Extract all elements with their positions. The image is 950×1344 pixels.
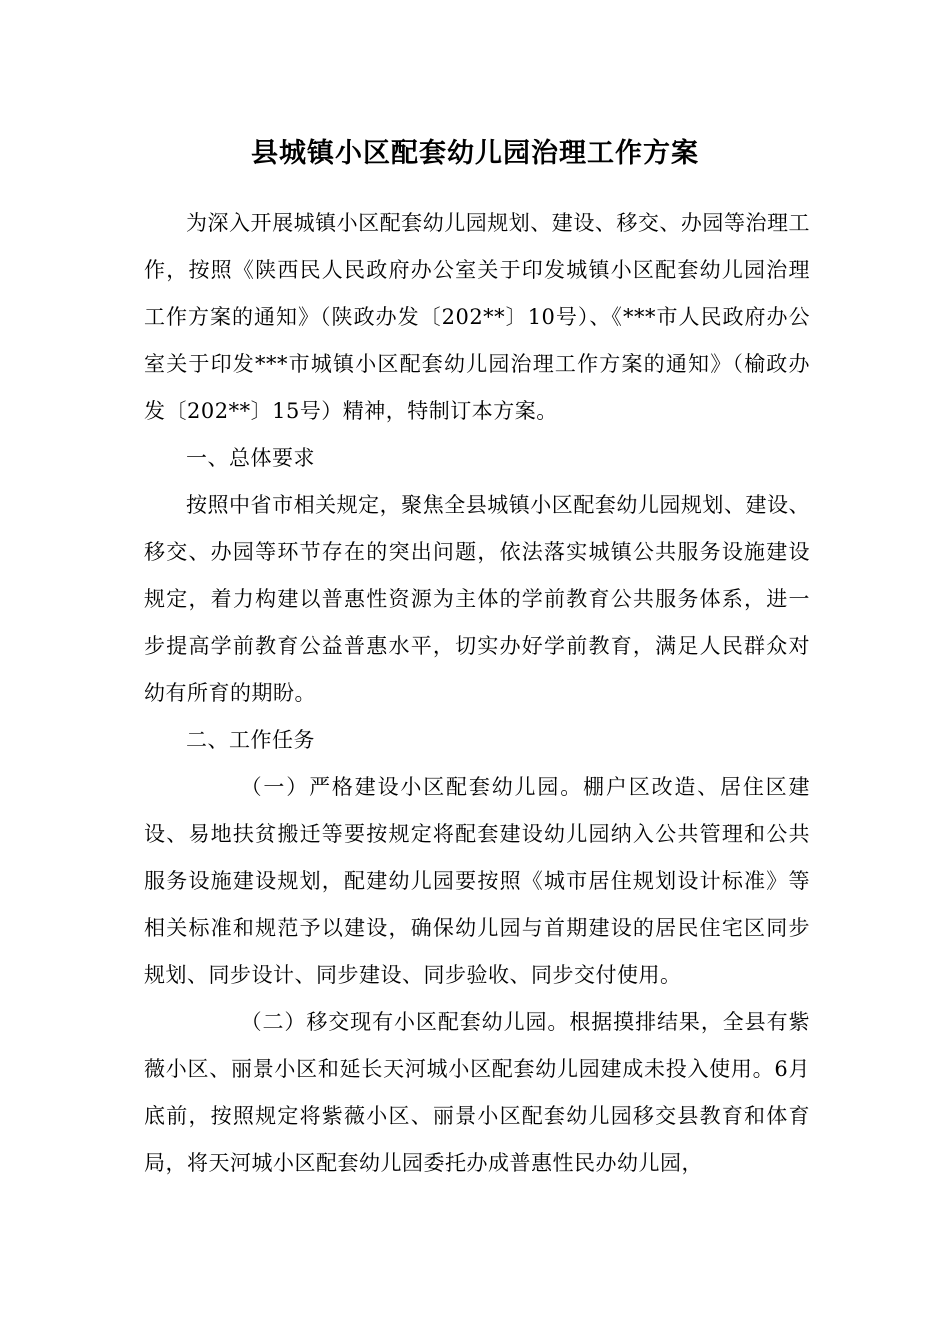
intro-paragraph: 为深入开展城镇小区配套幼儿园规划、建设、移交、办园等治理工作，按照《陕西民人民政府办公室关于印发城镇小区配套幼儿园治理工作方案的通知》（陕政办发〔202**〕10号）、《***市人民政府办公室关于印发***市城镇小区配套幼儿园治理工作方案的通知》（榆政办发〔202**〕15号）精神，特制订本方案。 [144,211,810,423]
general-requirements-paragraph: 按照中省市相关规定，聚焦全县城镇小区配套幼儿园规划、建设、移交、办园等环节存在的突出问题，依法落实城镇公共服务设施建设规定，着力构建以普惠性资源为主体的学前教育公共服务体系，进一步提高学前教育公益普惠水平，切实办好学前教育，满足人民群众对幼有所育的期盼。 [144,493,810,705]
document-title: 县城镇小区配套幼儿园治理工作方案 [251,138,699,169]
task-item-2-paragraph: （二）移交现有小区配套幼儿园。根据摸排结果，全县有紫薇小区、丽景小区和延长天河城小区配套幼儿园建成未投入使用。6月底前，按照规定将紫薇小区、丽景小区配套幼儿园移交县教育和体育局，将天河城小区配套幼儿园委托办成普惠性民办幼儿园， [144,1010,810,1175]
task-item-1-paragraph: （一）严格建设小区配套幼儿园。棚户区改造、居住区建设、易地扶贫搬迁等要按规定将配套建设幼儿园纳入公共管理和公共服务设施建设规划，配建幼儿园要按照《城市居住规划设计标准》等相关标准和规范予以建设，确保幼儿园与首期建设的居民住宅区同步规划、同步设计、同步建设、同步验收、同步交付使用。 [144,775,810,987]
section-heading-work-tasks: 二、工作任务 [186,728,315,752]
section-heading-general-requirements: 一、总体要求 [186,446,315,470]
document-body [144,200,810,1187]
